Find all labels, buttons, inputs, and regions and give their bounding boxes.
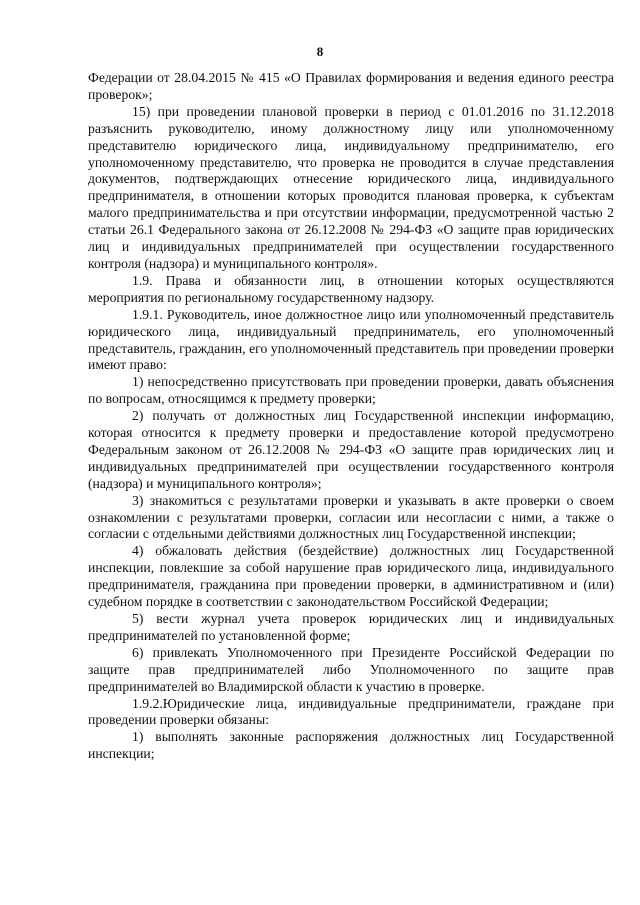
paragraph: 2) получать от должностных лиц Государственной инспекции информацию, которая относится к предмету проверки и предоставление которой предусмотрено Федеральным законом от 26.12.2008 № 294-ФЗ «О защите прав юридических лиц и индивидуальных предпринимателей при осуществлении государственного контроля (надзора) и муниципального контроля»;: [88, 408, 614, 491]
paragraph: 3) знакомиться с результатами проверки и указывать в акте проверки о своем ознакомлении с результатами проверки, согласии или несогласии с ними, а также о согласии с отдельными действиями должностных лиц Государственной инспекции;: [88, 492, 614, 542]
paragraph: 4) обжаловать действия (бездействие) должностных лиц Государственной инспекции, повлекшие за собой нарушение прав юридического лица, индивидуального предпринимателя, гражданина при проведении проверки, в административном и (или) судебном порядке в соответствии с законодательством Российской Федерации;: [88, 543, 614, 610]
paragraph: 1.9.1. Руководитель, иное должностное лицо или уполномоченный представитель юридического лица, индивидуальный предприниматель, его уполномоченный представитель, гражданин, его уполномоченный представитель при проведении проверки имеют право:: [88, 306, 614, 373]
paragraph: 5) вести журнал учета проверок юридических лиц и индивидуальных предпринимателей по установленной форме;: [88, 611, 614, 643]
paragraph: Федерации от 28.04.2015 № 415 «О Правилах формирования и ведения единого реестра проверок»;: [88, 70, 614, 102]
paragraph: 6) привлекать Уполномоченного при Президенте Российской Федерации по защите прав предпринимателей либо Уполномоченного по защите прав предпринимателей во Владимирской области к участию в проверке.: [88, 644, 614, 694]
page-number: 8: [316, 44, 324, 59]
paragraph: 1.9.2.Юридические лица, индивидуальные предприниматели, граждане при проведении проверки обязаны:: [88, 695, 614, 728]
paragraph: 1.9. Права и обязанности лиц, в отношении которых осуществляются мероприятия по региональному государственному надзору.: [88, 272, 614, 305]
paragraph: 15) при проведении плановой проверки в период с 01.01.2016 по 31.12.2018 разъяснить руководителю, иному должностному лицу или уполномоченному представителю юридического лица, индивидуальному предпринимателю, его уполномоченному представителю, что проверка не проводится в случае представления документов, подтверждающих отнесение юридического лица, индивидуального предпринимателя, в отношении которых проводится плановая проверка, к субъектам малого предпринимательства и при отсутствии информации, предусмотренной частью 2 статьи 26.1 Федерального закона от 26.12.2008 № 294-ФЗ «О защите прав юридических лиц и индивидуальных предпринимателей при осуществлении государственного контроля (надзора) и муниципального контроля».: [88, 103, 614, 271]
document-body: [88, 70, 614, 763]
paragraph: 1) непосредственно присутствовать при проведении проверки, давать объяснения по вопросам, относящимся к предмету проверки;: [88, 374, 614, 407]
paragraph: 1) выполнять законные распоряжения должностных лиц Государственной инспекции;: [88, 729, 614, 762]
